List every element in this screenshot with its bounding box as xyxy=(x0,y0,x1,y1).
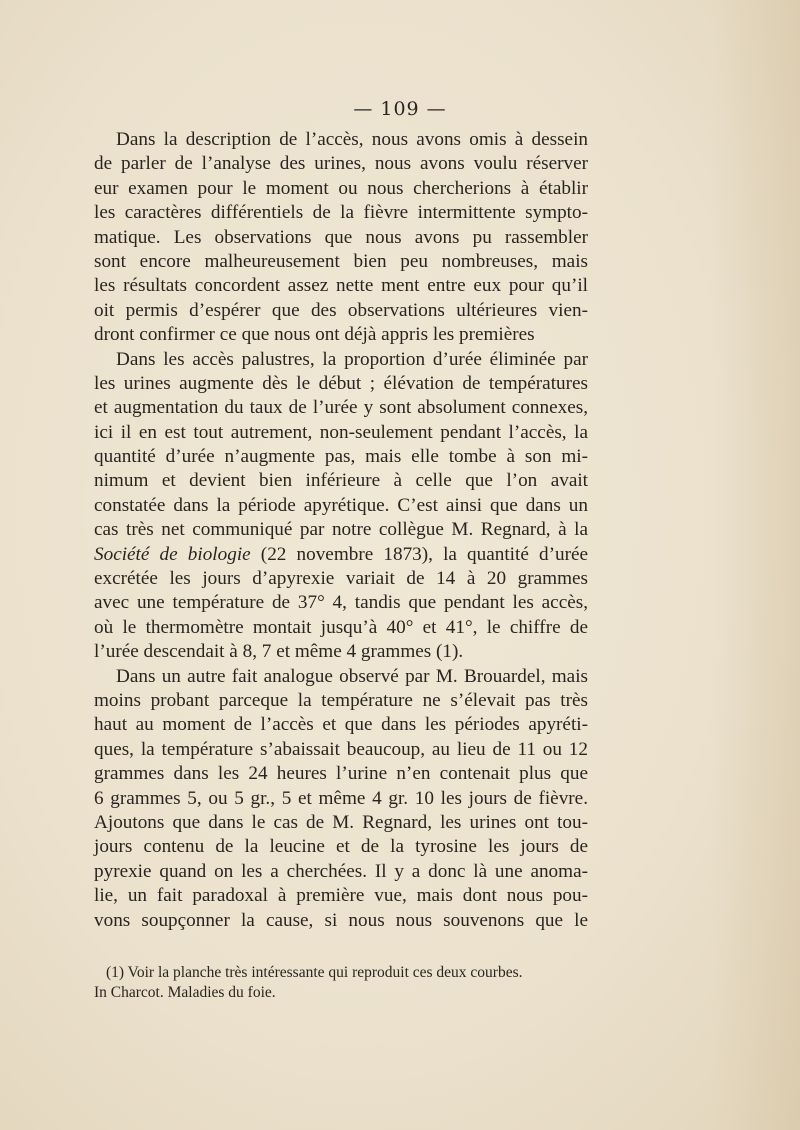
text-line: 6 grammes 5, ou 5 gr., 5 et même 4 gr. 10 les jours de fièvre. xyxy=(94,787,588,809)
text-line: eur examen pour le moment ou nous chercherions à établir xyxy=(94,177,588,199)
text-line: les urines augmente dès le début ; élévation de températures xyxy=(94,372,588,394)
footnotes xyxy=(94,963,586,1003)
text-line xyxy=(94,543,588,567)
footnote-continuation: In Charcot. Maladies du foie. xyxy=(94,984,276,1001)
text-line: haut au moment de l’accès et que dans les périodes apyréti- xyxy=(94,714,588,736)
journal-title: Société de biologie xyxy=(94,543,251,565)
text-line: grammes dans les 24 heures l’urine n’en contenait plus que xyxy=(94,763,588,785)
text-line: nimum et devient bien inférieure à celle que l’on avait xyxy=(94,470,588,492)
text-line: avec une température de 37° 4, tandis que pendant les accès, xyxy=(94,592,588,614)
text-line: les caractères différentiels de la fièvre intermittente sympto- xyxy=(94,202,588,224)
text-line: ici il en est tout autrement, non-seulement pendant l’accès, la xyxy=(94,421,588,443)
text-line: vons soupçonner la cause, si nous nous souvenons que le xyxy=(94,909,588,931)
footnote: (1) Voir la planche très intéressante qui reproduit ces deux courbes. xyxy=(106,964,523,981)
text-line: où le thermomètre montait jusqu’à 40° et 41°, le chiffre de xyxy=(94,616,588,638)
text-line: excrétée les jours d’apyrexie variait de 14 à 20 grammes xyxy=(94,568,588,590)
page-number: — 109 — xyxy=(353,98,447,120)
text-line: oit permis d’espérer que des observations ultérieures vien- xyxy=(94,299,588,321)
text-line: cas très net communiqué par notre collègue M. Regnard, à la xyxy=(94,519,588,541)
text-line: Dans la description de l’accès, nous avons omis à dessein xyxy=(116,129,588,150)
text-line: Dans les accès palustres, la proportion d’urée éliminée par xyxy=(116,348,588,370)
text-line: jours contenu de la leucine et de la tyrosine les jours de xyxy=(94,836,588,858)
body-text xyxy=(94,128,588,933)
text-line: moins probant parceque la température ne s’élevait pas très xyxy=(94,689,588,711)
text-line: pyrexie quand on les a cherchées. Il y a donc là une anoma- xyxy=(94,860,588,882)
text-line: lie, un fait paradoxal à première vue, mais dont nous pou- xyxy=(94,885,588,907)
text-line: quantité d’urée n’augmente pas, mais elle tombe à son mi- xyxy=(94,446,588,468)
text-line: constatée dans la période apyrétique. C’est ainsi que dans un xyxy=(94,494,588,516)
text-line: dront confirmer ce que nous ont déjà appris les premières xyxy=(94,324,535,346)
text-line: ques, la température s’abaissait beaucoup, au lieu de 11 ou 12 xyxy=(94,738,588,760)
text-line: l’urée descendait à 8, 7 et même 4 grammes (1). xyxy=(94,641,464,663)
text-line: matique. Les observations que nous avons pu rassembler xyxy=(94,226,588,248)
text-segment: (22 novembre 1873), la quantité d’urée xyxy=(250,543,588,565)
text-line: Ajoutons que dans le cas de M. Regnard, les urines ont tou- xyxy=(94,811,588,833)
text-line: sont encore malheureusement bien peu nombreuses, mais xyxy=(94,250,588,272)
text-line: Dans un autre fait analogue observé par M. Brouardel, mais xyxy=(116,665,588,687)
text-line: de parler de l’analyse des urines, nous avons voulu réserver xyxy=(94,153,588,175)
text-line: les résultats concordent assez nette ment entre eux pour qu’il xyxy=(94,275,588,297)
text-line: et augmentation du taux de l’urée y sont absolument connexes, xyxy=(94,397,588,419)
